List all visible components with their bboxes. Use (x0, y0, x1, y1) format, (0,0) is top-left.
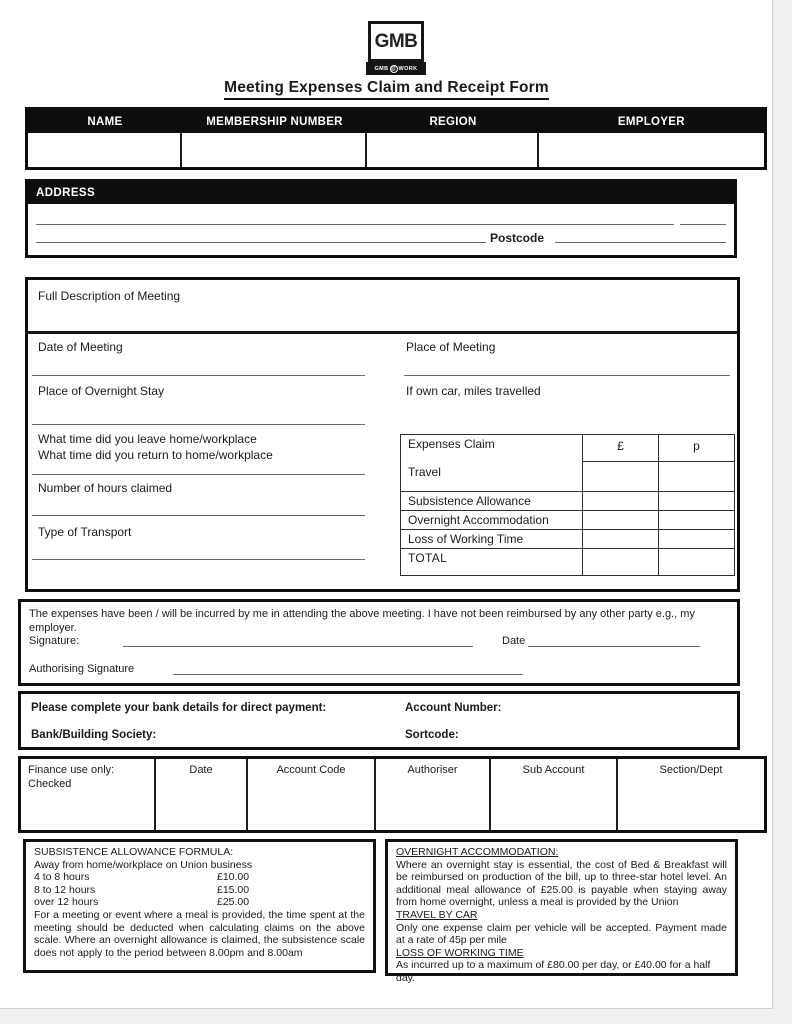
name-input-cell[interactable] (28, 133, 182, 167)
expenses-claim-label: Expenses Claim (408, 437, 495, 451)
address-line-2[interactable] (36, 242, 486, 243)
checked-label: Checked (28, 777, 72, 790)
membership-number-input-cell[interactable] (182, 133, 367, 167)
sortcode-label: Sortcode: (405, 729, 459, 741)
overnight-stay-label: Place of Overnight Stay (38, 384, 165, 398)
accommodation-info-box (385, 839, 738, 984)
authorising-signature-line[interactable] (173, 674, 523, 675)
subsistence-label: Subsistence Allowance (401, 492, 583, 511)
gmb-logo-text: GMB (368, 21, 424, 62)
signature-label: Signature: (29, 635, 80, 647)
own-car-miles-label: If own car, miles travelled (406, 384, 541, 398)
return-time-label: What time did you return to home/workplace (38, 448, 273, 462)
gmb-at-work-strip (366, 62, 426, 75)
name-header: NAME (87, 115, 123, 128)
employer-input-cell[interactable] (539, 133, 764, 167)
expenses-claim-table (400, 434, 735, 576)
overnight-row (401, 511, 735, 530)
leave-time-label: What time did you leave home/workplace (38, 432, 257, 446)
date-line[interactable] (528, 646, 700, 647)
postcode-line[interactable] (555, 242, 726, 243)
hours-claimed-line[interactable] (32, 515, 365, 516)
time-line[interactable] (32, 474, 365, 475)
pounds-header: £ (583, 435, 659, 462)
lwt-pence-cell[interactable] (659, 530, 735, 549)
loss-of-working-time-text: As incurred up to a maximum of £80.00 per day, or £40.00 for a half day. (396, 959, 711, 984)
account-code-cell[interactable]: Account Code (248, 759, 376, 830)
travel-by-car-title: TRAVEL BY CAR (396, 908, 478, 921)
member-table-row (28, 133, 764, 167)
subsistence-pence-cell[interactable] (659, 492, 735, 511)
address-header: ADDRESS (28, 182, 734, 204)
subsistence-note: For a meeting or event where a meal is provided, the time spent at the meeting should be deducted when calculating claims on the above scale. Where an overnight allowance is claimed, the subsistence scale does not apply to the period between 8.00pm and 8.00am (34, 908, 365, 959)
rate-3-hours: over 12 hours (34, 896, 99, 909)
postcode-label: Postcode (490, 231, 545, 245)
total-pounds-cell[interactable] (583, 549, 659, 576)
loss-of-working-time-label: Loss of Working Time (401, 530, 583, 549)
strip-work-text: WORK (398, 65, 418, 72)
finance-use-table (18, 756, 767, 833)
strip-gmb-text: GMB (374, 65, 389, 72)
region-header: REGION (429, 115, 477, 128)
lwt-pounds-cell[interactable] (583, 530, 659, 549)
rate-row-1 (34, 871, 365, 884)
total-row (401, 549, 735, 576)
subsistence-row (401, 492, 735, 511)
employer-header: EMPLOYER (617, 115, 685, 128)
declaration-statement: The expenses have been / will be incurred by me in attending the above meeting. I have not been reimbursed by any other party e.g., my employer. (29, 608, 695, 634)
transport-line[interactable] (32, 559, 365, 560)
rate-1-hours: 4 to 8 hours (34, 871, 90, 884)
expenses-claim-cell (401, 435, 583, 492)
rate-1-amount: £10.00 (217, 871, 250, 884)
accommodation-title: OVERNIGHT ACCOMMODATION: (396, 846, 559, 858)
form-title: Meeting Expenses Claim and Receipt Form (224, 79, 549, 100)
section-dept-cell[interactable]: Section/Dept (659, 764, 723, 776)
subsistence-pounds-cell[interactable] (583, 492, 659, 511)
bank-building-society-label: Bank/Building Society: (31, 729, 157, 741)
meeting-details-box (25, 277, 740, 592)
type-of-transport-label: Type of Transport (38, 525, 132, 539)
place-of-meeting-label: Place of Meeting (406, 340, 496, 354)
title-row (0, 79, 773, 100)
finance-use-only-label: Finance use only: (28, 764, 115, 776)
hours-claimed-label: Number of hours claimed (38, 481, 173, 495)
address-body (28, 204, 734, 255)
address-box (25, 179, 737, 258)
rate-row-3 (34, 896, 365, 909)
rate-row-2 (34, 884, 365, 897)
address-line-1[interactable] (36, 224, 674, 225)
address-line-1b[interactable] (680, 224, 726, 225)
total-label: TOTAL (401, 549, 583, 576)
overnight-stay-line[interactable] (32, 424, 365, 425)
travel-label: Travel (408, 465, 441, 479)
date-label: Date (502, 635, 526, 647)
declaration-box (18, 599, 740, 686)
travel-pence-cell[interactable] (659, 462, 735, 492)
description-rule (28, 331, 737, 334)
signature-line[interactable] (123, 646, 473, 647)
subsistence-title: SUBSISTENCE ALLOWANCE FORMULA: (34, 846, 234, 858)
bank-details-box (18, 691, 740, 750)
member-details-table (25, 107, 767, 170)
accommodation-text: Where an overnight stay is essential, the cost of Bed & Breakfast will be reimbursed on production of the bill, up to three-star hotel level. An additional meal allowance of £25.00 is payable when staying away from home overnight, unless a meal is provided by the Union (396, 858, 727, 909)
region-input-cell[interactable] (367, 133, 538, 167)
travel-pounds-cell[interactable] (583, 462, 659, 492)
subsistence-formula-box (23, 839, 376, 973)
account-number-label: Account Number: (405, 702, 502, 714)
authorising-signature-label: Authorising Signature (29, 663, 135, 675)
full-description-label: Full Description of Meeting (38, 289, 181, 303)
total-pence-cell[interactable] (659, 549, 735, 576)
overnight-label: Overnight Accommodation (401, 511, 583, 530)
membership-number-header: MEMBERSHIP NUMBER (206, 115, 343, 128)
pence-header: p (659, 435, 735, 462)
loss-of-working-time-row (401, 530, 735, 549)
date-of-meeting-label: Date of Meeting (38, 340, 123, 354)
subsistence-intro: Away from home/workplace on Union business (34, 858, 253, 871)
authoriser-cell[interactable]: Authoriser (376, 759, 491, 830)
loss-of-working-time-title: LOSS OF WORKING TIME (396, 946, 524, 959)
gmb-logo (366, 21, 426, 75)
sub-account-cell[interactable]: Sub Account (491, 759, 618, 830)
at-icon: @ (390, 65, 397, 72)
place-of-meeting-line[interactable] (404, 375, 730, 376)
finance-use-only-cell[interactable] (21, 759, 156, 830)
overnight-pence-cell[interactable] (659, 511, 735, 530)
finance-date-cell[interactable]: Date (156, 759, 248, 830)
expenses-header-row (401, 435, 735, 462)
rate-2-amount: £15.00 (217, 883, 250, 896)
member-table-header (28, 110, 764, 133)
rate-3-amount: £25.00 (217, 896, 250, 909)
overnight-pounds-cell[interactable] (583, 511, 659, 530)
bank-prompt-label: Please complete your bank details for direct payment: (31, 702, 327, 714)
date-of-meeting-line[interactable] (32, 375, 365, 376)
travel-by-car-text: Only one expense claim per vehicle will be accepted. Payment made at a rate of 45p per mile (396, 921, 727, 947)
rate-2-hours: 8 to 12 hours (34, 883, 96, 896)
